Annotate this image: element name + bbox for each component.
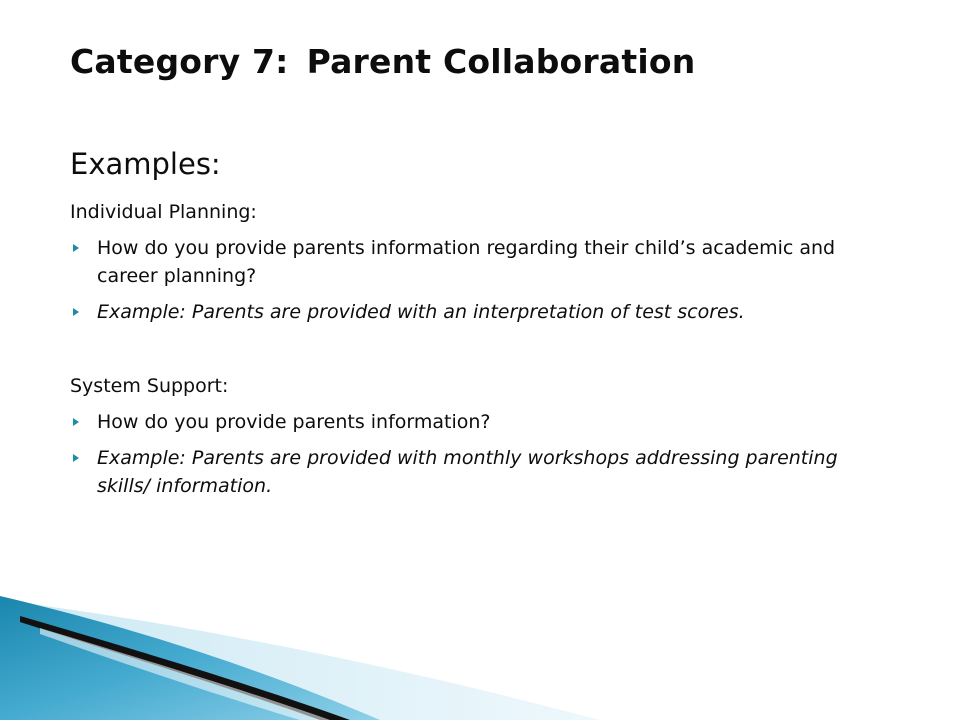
bullet-item [70, 298, 890, 326]
bullet-text: How do you provide parents information? [97, 411, 491, 433]
examples-heading: Examples: [70, 147, 221, 181]
section-heading-individual-planning: Individual Planning: [70, 201, 257, 223]
title-topic: Parent Collaboration [306, 42, 696, 81]
bullet-text: Example: Parents are provided with an interpretation of test scores. [97, 301, 745, 323]
title-category: Category 7: [70, 42, 289, 81]
bullet-arrow-icon [73, 244, 79, 252]
bullet-arrow-icon [73, 454, 79, 462]
slide-title [70, 42, 695, 81]
bullet-item [70, 408, 890, 436]
bullet-text: How do you provide parents information regarding their child’s academic and career planning? [97, 237, 836, 287]
bullet-text: Example: Parents are provided with monthly workshops addressing parenting skills/ information. [97, 447, 838, 497]
bullet-list [70, 234, 890, 326]
bullet-item [70, 444, 890, 500]
slide-body [70, 142, 890, 508]
bullet-item [70, 234, 890, 290]
bullet-arrow-icon [73, 418, 79, 426]
bullet-list [70, 408, 890, 500]
bullet-arrow-icon [73, 308, 79, 316]
section-heading-system-support: System Support: [70, 375, 229, 397]
